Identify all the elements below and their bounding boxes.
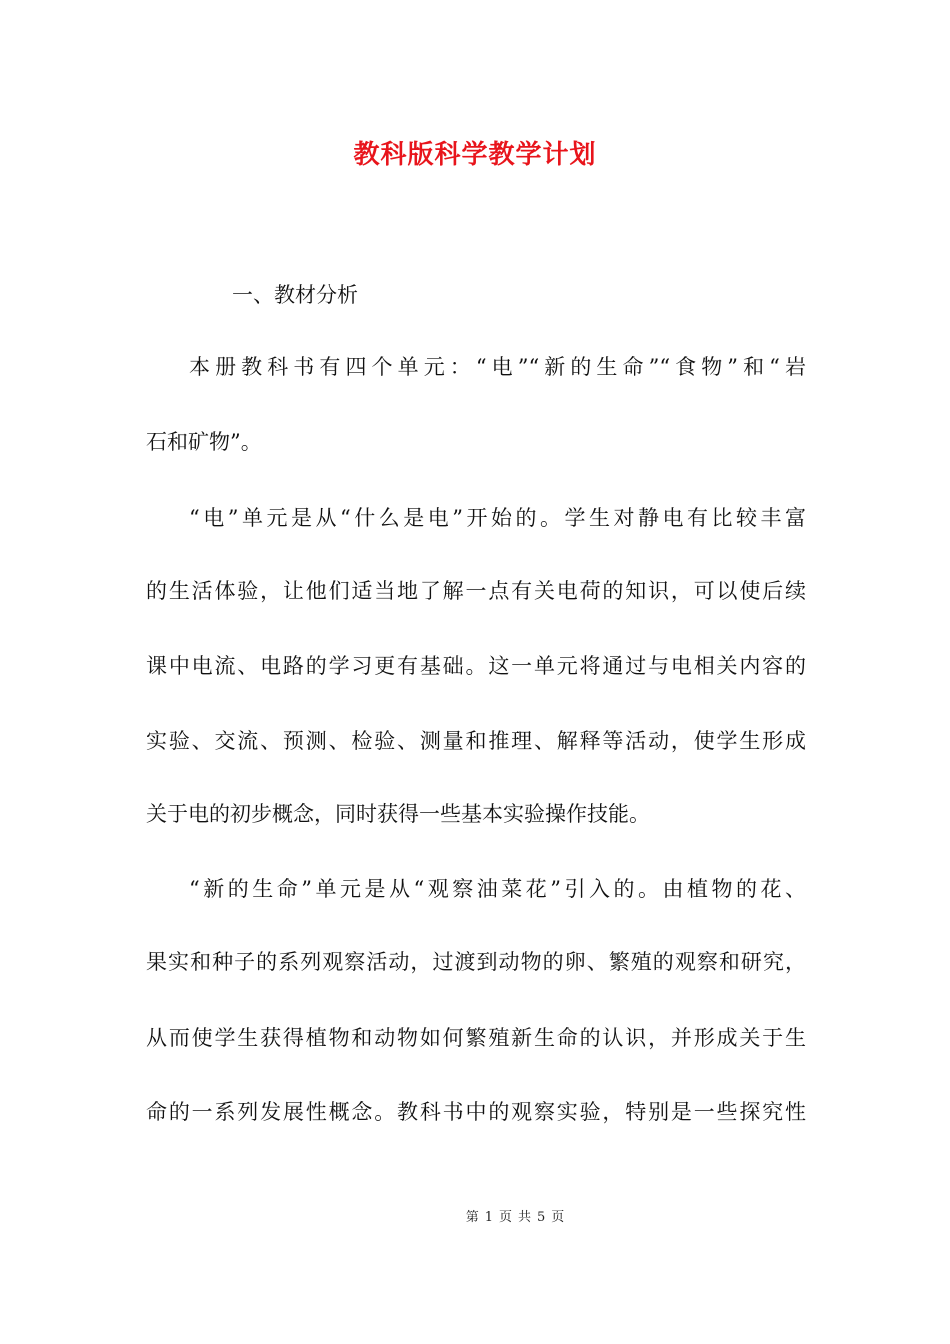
paragraph-line: “电”单元是从“什么是电”开始的。学生对静电有比较丰富 [189,506,806,530]
paragraph-line: 本册教科书有四个单元：“电”“新的生命”“食物”和“岩 [189,355,806,379]
paragraph-line: 果实和种子的系列观察活动，过渡到动物的卵、繁殖的观察和研究， [146,950,806,974]
footer-page-unit: 页 [498,1210,512,1225]
section-heading: 一、教材分析 [232,283,358,307]
footer-total-pages: 5 [537,1210,546,1225]
footer-total-prefix: 共 [518,1210,532,1225]
paragraph-line: 石和矿物”。 [146,430,262,454]
footer-prefix: 第 [465,1210,479,1225]
paragraph-line: 的生活体验，让他们适当地了解一点有关电荷的知识，可以使后续 [146,579,806,603]
paragraph-line: 实验、交流、预测、检验、测量和推理、解释等活动，使学生形成 [146,729,806,753]
paragraph-line: 课中电流、电路的学习更有基础。这一单元将通过与电相关内容的 [146,654,806,678]
paragraph-line: 从而使学生获得植物和动物如何繁殖新生命的认识，并形成关于生 [146,1026,806,1050]
paragraph-line: 关于电的初步概念，同时获得一些基本实验操作技能。 [146,802,650,826]
paragraph-line: 命的一系列发展性概念。教科书中的观察实验，特别是一些探究性 [146,1100,806,1124]
footer-total-unit: 页 [551,1210,565,1225]
paragraph-line: “新的生命”单元是从“观察油菜花”引入的。由植物的花、 [189,877,806,901]
document-title: 教科版科学教学计划 [353,140,597,170]
footer-page-number: 1 [484,1210,493,1225]
page-footer [0,1208,950,1228]
